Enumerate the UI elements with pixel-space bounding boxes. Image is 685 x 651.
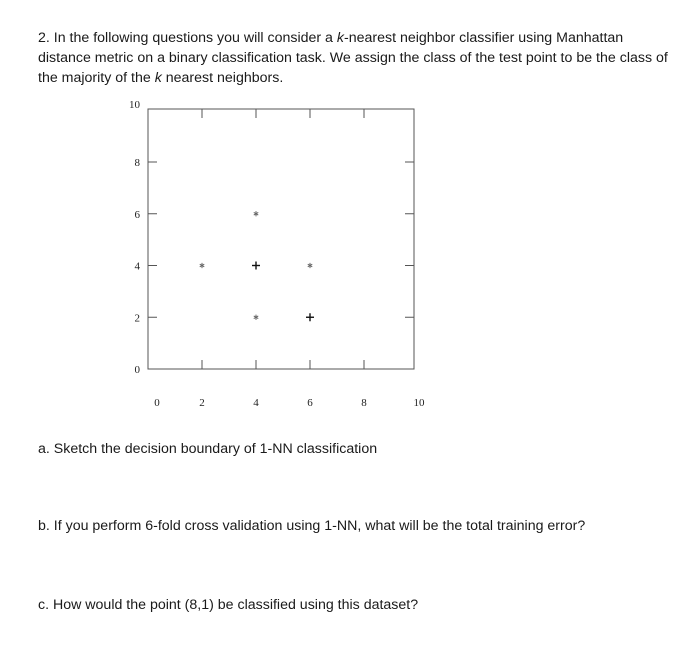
x-tick-label: 10 bbox=[413, 397, 425, 409]
x-tick-label: 0 bbox=[154, 397, 160, 409]
part-a-text: a. Sketch the decision boundary of 1-NN classification bbox=[38, 441, 378, 457]
markers-group bbox=[200, 211, 314, 321]
intro-k-1: k bbox=[336, 30, 344, 46]
star-marker bbox=[254, 315, 259, 320]
y-tick-label: 8 bbox=[134, 157, 140, 169]
part-c-text: c. How would the point (8,1) be classified using this dataset? bbox=[38, 597, 419, 613]
plus-marker bbox=[252, 262, 260, 270]
y-tick-label: 0 bbox=[134, 364, 140, 376]
intro-text-2: -nearest neighbor classifier using Manhattan distance metric on a binary classification task. We assign the class of the test point to be the class of the majority of the bbox=[38, 30, 668, 86]
star-marker bbox=[308, 263, 313, 268]
x-tick-label: 6 bbox=[307, 397, 313, 409]
star-marker bbox=[200, 263, 205, 268]
y-tick-label: 10 bbox=[129, 99, 140, 111]
plot-frame bbox=[148, 109, 414, 369]
ticks-group bbox=[148, 109, 414, 369]
y-tick-label: 6 bbox=[134, 208, 140, 221]
x-tick-label: 4 bbox=[253, 397, 259, 409]
plus-marker bbox=[306, 313, 314, 321]
tick-labels-group bbox=[129, 99, 425, 409]
x-tick-label: 2 bbox=[199, 397, 205, 409]
y-tick-label: 4 bbox=[134, 260, 140, 273]
intro-k-2: k bbox=[154, 70, 162, 86]
star-marker bbox=[254, 211, 259, 216]
x-tick-label: 8 bbox=[361, 397, 367, 409]
intro-text-3: nearest neighbors. bbox=[161, 70, 284, 86]
part-b-text: b. If you perform 6-fold cross validation using 1-NN, what will be the total training error? bbox=[38, 518, 586, 534]
y-tick-label: 2 bbox=[134, 312, 140, 325]
intro-text-1: 2. In the following questions you will consider a bbox=[38, 30, 337, 46]
